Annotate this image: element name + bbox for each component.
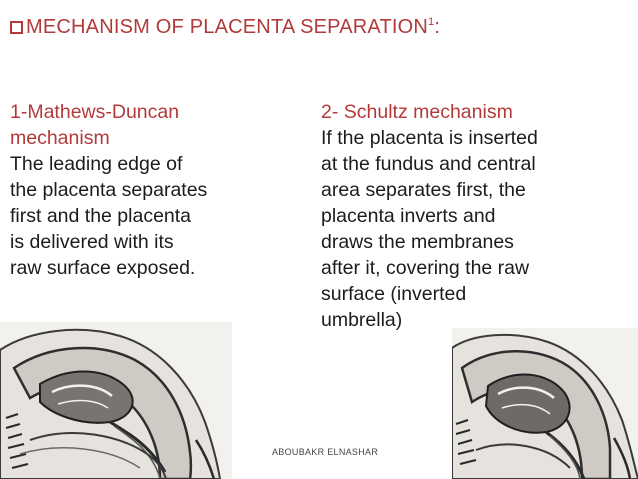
left-body-line: is delivered with its [10,231,174,253]
left-body-line: raw surface exposed. [10,257,196,279]
checkbox-bullet-icon [10,21,23,34]
right-heading: 2- Schultz mechanism [321,101,513,123]
mathews-duncan-illustration [0,322,232,479]
left-column [10,99,300,281]
slide-title [10,16,440,39]
right-body-line: draws the membranes [321,231,514,253]
left-heading-line2: mechanism [10,127,110,149]
title-suffix: : [434,16,441,38]
right-body-line: umbrella) [321,309,403,331]
title-text: MECHANISM OF PLACENTA SEPARATION [26,16,429,38]
left-heading-line1: 1-Mathews-Duncan [10,101,180,123]
right-body-line: after it, covering the raw [321,257,530,279]
right-body-line: at the fundus and central [321,153,536,175]
right-body-line: If the placenta is inserted [321,127,538,149]
right-body-line: area separates first, the [321,179,526,201]
left-body-line: the placenta separates [10,179,208,201]
footer-author: ABOUBAKR ELNASHAR [272,447,379,457]
right-body-line: surface (inverted [321,283,467,305]
schultz-illustration [452,328,638,479]
left-body-line: first and the placenta [10,205,192,227]
right-body-line: placenta inverts and [321,205,496,227]
title-superscript: 1 [428,16,435,28]
right-column [321,99,621,333]
left-body-line: The leading edge of [10,153,183,175]
